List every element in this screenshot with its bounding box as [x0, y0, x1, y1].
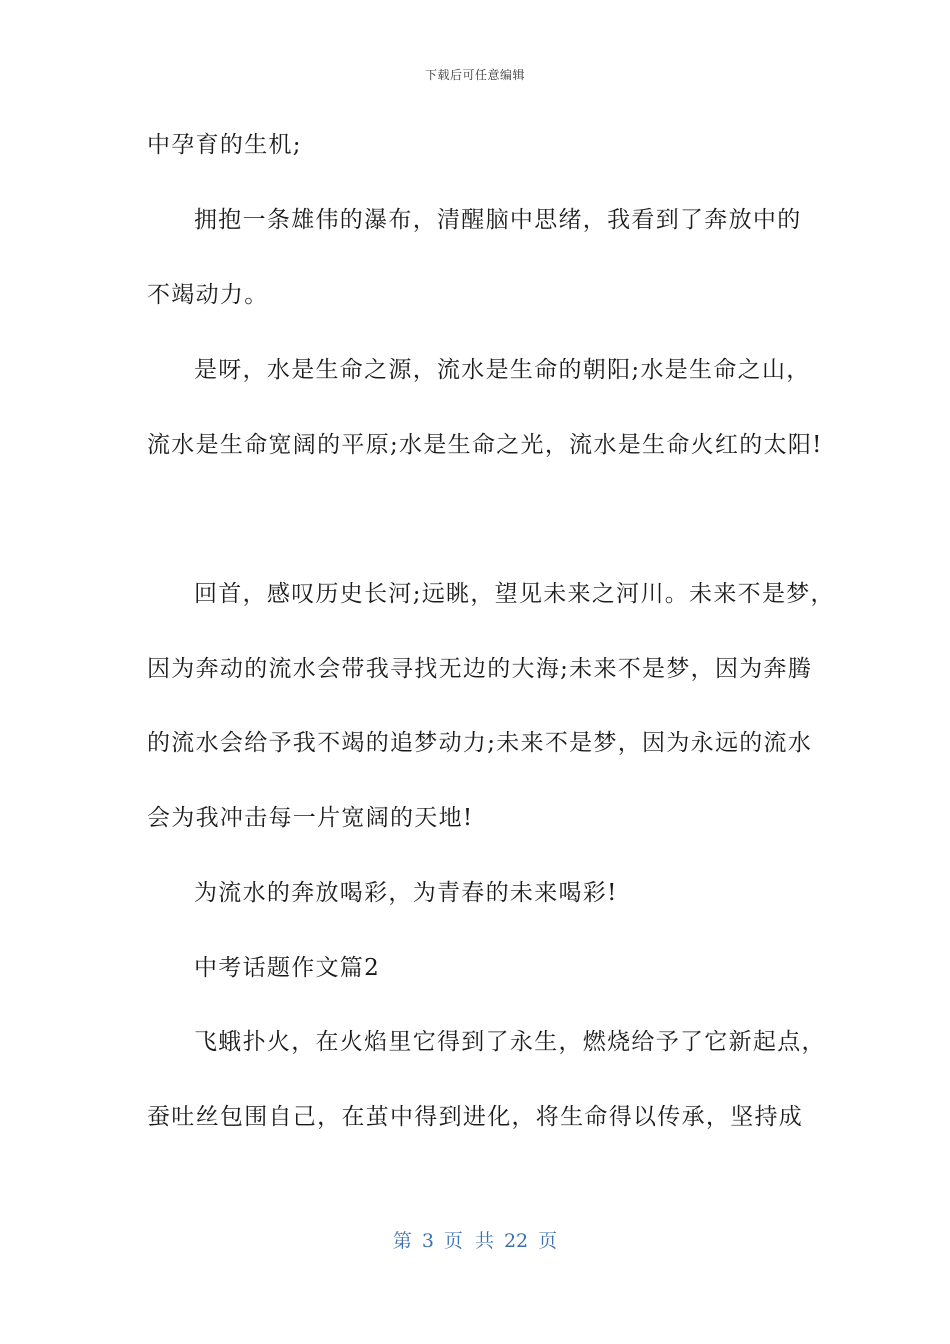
text-line: 蚕吐丝包围自己，在茧中得到进化，将生命得以传承，坚持成 — [147, 1104, 804, 1130]
footer-prefix: 第 — [392, 1230, 412, 1252]
paragraph-start: 为流水的奔放喝彩，为青春的未来喝彩! — [194, 880, 618, 906]
total-pages: 22 — [503, 1230, 529, 1252]
paragraph-start: 飞蛾扑火，在火焰里它得到了永生，燃烧给予了它新起点， — [194, 1029, 826, 1055]
section-heading: 中考话题作文篇2 — [194, 955, 381, 981]
text-line: 不竭动力。 — [147, 282, 269, 308]
footer-middle: 页 共 — [443, 1230, 494, 1252]
text-line: 的流水会给予我不竭的追梦动力;未来不是梦，因为永远的流水 — [147, 730, 813, 756]
text-line: 因为奔动的流水会带我寻找无边的大海;未来不是梦，因为奔腾 — [147, 656, 813, 682]
page-footer — [0, 1226, 950, 1253]
paragraph-start: 回首，感叹历史长河;远眺，望见未来之河川。未来不是梦， — [194, 581, 835, 607]
text-line: 流水是生命宽阔的平原;水是生命之光，流水是生命火红的太阳! — [147, 432, 823, 458]
footer-suffix: 页 — [538, 1230, 558, 1252]
page-header: 下载后可任意编辑 — [424, 68, 525, 82]
text-line: 会为我冲击每一片宽阔的天地! — [147, 805, 474, 831]
paragraph-start: 是呀，水是生命之源，流水是生命的朝阳;水是生命之山， — [194, 357, 811, 383]
paragraph-start: 拥抱一条雄伟的瀑布，清醒脑中思绪，我看到了奔放中的 — [194, 207, 802, 233]
current-page-number: 3 — [421, 1230, 434, 1252]
text-line: 中孕育的生机; — [147, 132, 302, 158]
